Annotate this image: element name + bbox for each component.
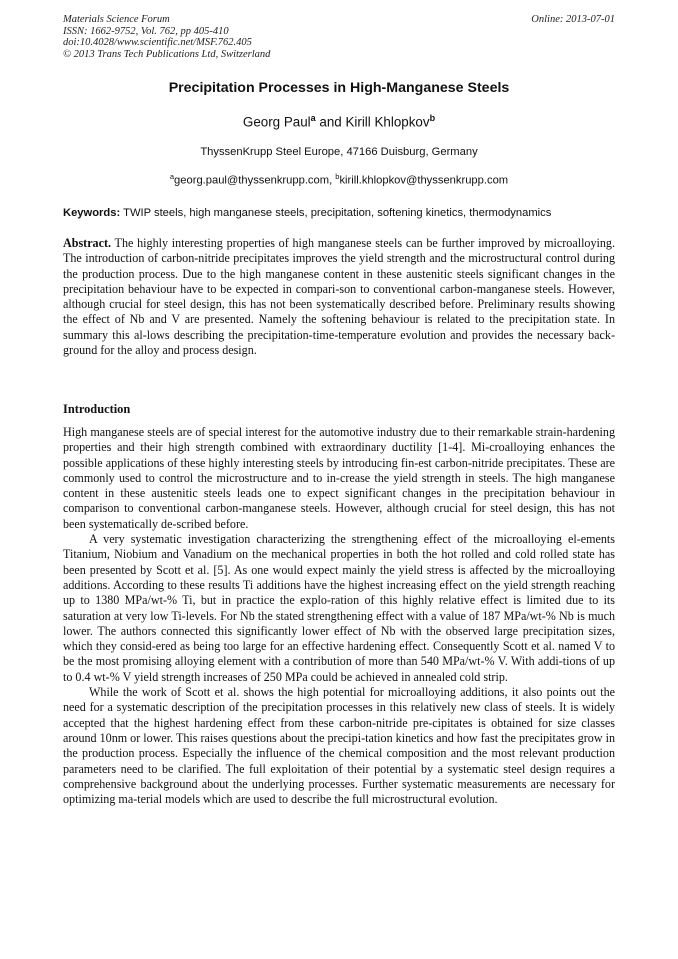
keywords bbox=[63, 207, 623, 219]
journal-name: Materials Science Forum bbox=[63, 14, 170, 25]
intro-paragraph-2: A very systematic investigation characterizing the strengthening effect of the microalloying el-ements Titanium, Niobium and Vanadium on the mechanical properties in both the hot rolled and cold rolled state has been presented by Scott et al. [5]. As one would expect mainly the yield stress is affected by the microalloying additions. According to these results Ti additions have the highest increasing effect on the yield strength reaching up to 1380 MPa/wt-% Ti, but in practice the explo-ration of this highly relative effect is limited due to its saturation at very low Ti-levels. For Nb the stated strengthening effect with a value of 187 MPa/wt-% Nb is much lower. The authors connected this significantly lower effect of Nb with the observed large precipitation sizes, which they consid-ered as being too large for an effective hardening effect. Consequently Scott et al. named V to be the most promising alloying element with a contribution of more than 540 MPa/wt-% V. With addi-tions of up to 0.4 wt-% V yield strength increases of 250 MPa could be achieved in annealed cold strip. bbox=[63, 532, 615, 684]
email-b-sup: b bbox=[335, 172, 340, 181]
keywords-text: TWIP steels, high manganese steels, precipitation, softening kinetics, thermodynamics bbox=[120, 207, 552, 219]
keywords-label: Keywords: bbox=[63, 207, 121, 219]
abstract bbox=[63, 236, 615, 358]
author-2-sup: b bbox=[429, 113, 436, 123]
author-2-name: Kirill Khlopkov bbox=[345, 114, 430, 130]
email-separator: , bbox=[329, 174, 336, 187]
journal-header bbox=[63, 14, 615, 60]
introduction-body bbox=[63, 425, 615, 807]
author-line bbox=[63, 113, 615, 129]
intro-paragraph-3: While the work of Scott et al. shows the high potential for microalloying additions, it also points out the need for a systematic description of the precipitation processes in this relatively new class of steels. It is widely accepted that the highest hardening effect from these carbon-nitride pre-cipitates is obtained for size classes around 10nm or lower. This raises questions about the precipi-tation kinetics and how fast the precipitates grow in the production process. Especially the influence of the chemical composition and the most relevant production parameters need to be clarified. The full exploitation of their potential by a systematic steel design requires a comprehensive background about the underlying processes. Further systematic measurements are necessary for optimizing ma-terial models which are used to describe the full microstructural evolution. bbox=[63, 685, 615, 807]
email-a: georg.paul@thyssenkrupp.com bbox=[174, 174, 330, 187]
author-1-name: Georg Paul bbox=[242, 114, 311, 130]
email-a-sup: a bbox=[169, 172, 175, 181]
issn-line: ISSN: 1662-9752, Vol. 762, pp 405-410 bbox=[63, 25, 229, 37]
online-date: Online: 2013-07-01 bbox=[531, 14, 615, 25]
affiliation: ThyssenKrupp Steel Europe, 47166 Duisburg, Germany bbox=[200, 146, 478, 158]
paper-title: Precipitation Processes in High-Manganese Steels bbox=[168, 80, 510, 96]
author-1-sup: a bbox=[310, 113, 316, 123]
email-line bbox=[63, 172, 615, 187]
abstract-text: The highly interesting properties of high manganese steels can be further improved by microalloying. The introduction of carbon-nitride precipitates improves the yield strength and the microstructural control during the production process. Due to the high manganese content in these austenitic steels significant changes in the precipitation behaviour have to be expected in compari-son to conventional carbon-manganese steels. However, although crucial for steel design, this has not been systematically described before. Preliminary results showing the effect of Nb and V are presented. Namely the softening behaviour is related to the precipitation state. In summary this al-lows describing the precipitation-time-temperature evolution and provides the necessary back-ground for the alloy and process design. bbox=[63, 236, 615, 358]
copyright-line: © 2013 Trans Tech Publications Ltd, Switzerland bbox=[63, 48, 271, 60]
author-conjunction: and bbox=[315, 114, 346, 130]
abstract-label: Abstract. bbox=[63, 236, 112, 250]
doi-line: doi:10.4028/www.scientific.net/MSF.762.405 bbox=[63, 37, 252, 48]
intro-paragraph-1: High manganese steels are of special interest for the automotive industry due to their remarkable strain-hardening properties and their high strength combined with extraordinary ductility [1-4]. Mi-croalloying enhances the possible applications of these highly interesting steels by introducing fin-est carbon-nitride precipitates. These are commonly used to control the microstructure and to in-crease the yield strength in steels. The high manganese content in these austenitic steels leads one to expect significant changes in the precipitation behaviour in comparison to conventional carbon-manganese steels. However, although crucial for steel design, this has not been systematically de-scribed before. bbox=[63, 425, 615, 531]
email-b: kirill.khlopkov@thyssenkrupp.com bbox=[339, 174, 509, 187]
section-heading-introduction: Introduction bbox=[63, 402, 131, 416]
